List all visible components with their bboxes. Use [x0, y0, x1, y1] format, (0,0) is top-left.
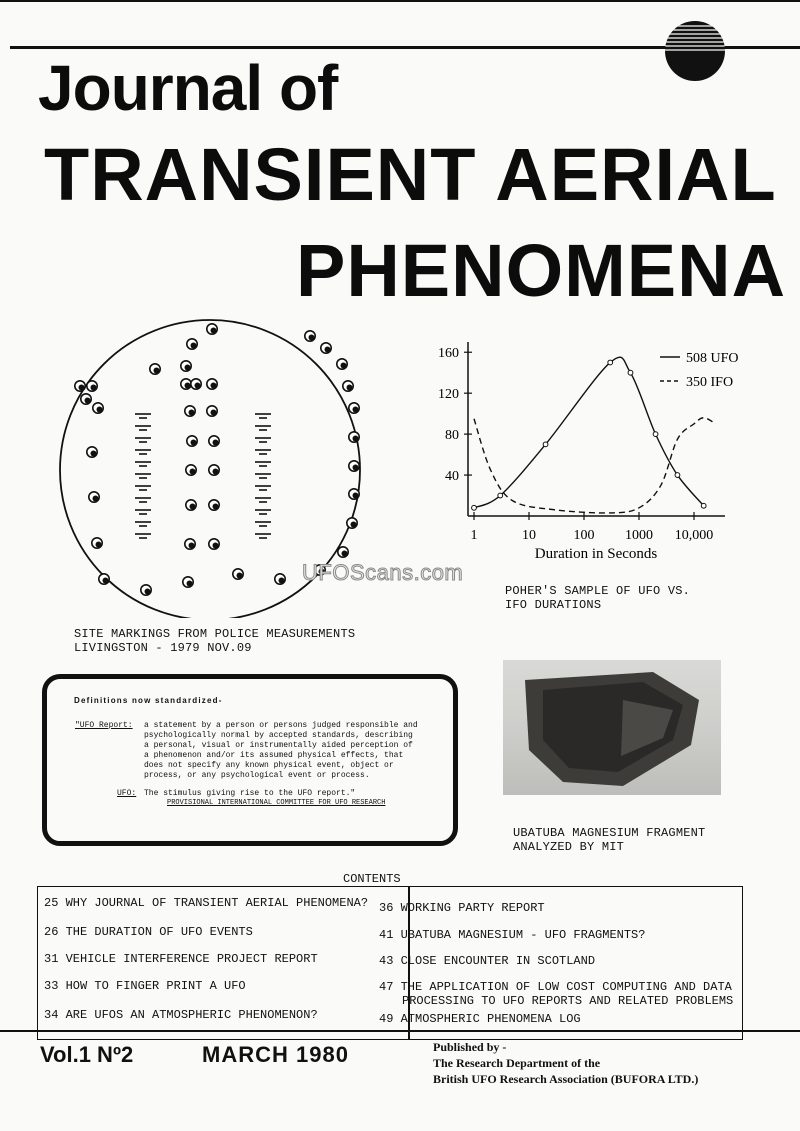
duration-chart [425, 330, 745, 570]
contents-item[interactable]: 47 THE APPLICATION OF LOW COST COMPUTING AND DATA [379, 980, 732, 994]
site-hole-shadow [213, 543, 219, 549]
y-tick-label: 40 [445, 469, 459, 485]
site-hole-shadow [97, 407, 103, 413]
fragment-image [503, 660, 721, 795]
ufo-data-point [701, 503, 706, 508]
volume-number: Vol.1 Nº2 [40, 1042, 134, 1067]
definition-line: process, or any psychological event or process. [144, 771, 370, 780]
ufo-data-point [543, 442, 548, 447]
ufo-data-point [653, 432, 658, 437]
definition-line: a personal, visual or instrumentally aided perception of [144, 741, 413, 750]
site-hole-shadow [91, 385, 97, 391]
contents-item-continuation: PROCESSING TO UFO REPORTS AND RELATED PROBLEMS [402, 994, 734, 1008]
site-hole-shadow [309, 335, 315, 341]
y-tick-label: 120 [438, 387, 459, 403]
watermark: UFOScans.com [302, 560, 464, 585]
site-hole-shadow [145, 589, 151, 595]
ufo-data-point [675, 473, 680, 478]
site-hole-shadow [93, 496, 99, 502]
site-hole-shadow [353, 436, 359, 442]
definition-line: a statement by a person or persons judged responsible and [144, 721, 418, 730]
site-hole-shadow [191, 440, 197, 446]
definition-line: does not specify any known physical event, object or [144, 761, 394, 770]
site-hole-shadow [103, 578, 109, 584]
contents-item[interactable]: 26 THE DURATION OF UFO EVENTS [44, 925, 253, 939]
site-hole-shadow [341, 363, 347, 369]
contents-item[interactable]: 49 ATMOSPHERIC PHENOMENA LOG [379, 1012, 581, 1026]
site-hole-shadow [353, 465, 359, 471]
site-hole-shadow [85, 398, 91, 404]
contents-heading: CONTENTS [343, 872, 401, 886]
chart-x-axis-label: Duration in Seconds [534, 546, 658, 562]
definitions-attribution: PROVISIONAL INTERNATIONAL COMMITTEE FOR UFO RESEARCH [167, 799, 386, 807]
site-hole-shadow [91, 451, 97, 457]
site-hole-shadow [190, 469, 196, 475]
site-hole-shadow [96, 542, 102, 548]
site-hole-shadow [211, 383, 217, 389]
contents-table [37, 886, 743, 1040]
contents-item[interactable]: 43 CLOSE ENCOUNTER IN SCOTLAND [379, 954, 596, 968]
site-hole-shadow [213, 469, 219, 475]
legend-ufo-label: 508 UFO [686, 351, 739, 366]
contents-item[interactable]: 25 WHY JOURNAL OF TRANSIENT AERIAL PHENOMENA? [44, 896, 369, 910]
contents-item[interactable]: 31 VEHICLE INTERFERENCE PROJECT REPORT [44, 952, 318, 966]
site-hole-shadow [325, 347, 331, 353]
site-hole-shadow [347, 385, 353, 391]
publisher-line-1: The Research Department of the [433, 1056, 601, 1070]
masthead-line-2: TRANSIENT AERIAL [44, 133, 777, 216]
bufora-logo-disc [664, 20, 726, 82]
x-tick-label: 100 [573, 528, 595, 543]
site-hole-shadow [237, 573, 243, 579]
ufo-data-point [628, 370, 633, 375]
ufo-report-definition [144, 721, 418, 781]
definitions-box [42, 674, 458, 846]
y-tick-label: 80 [445, 428, 459, 444]
footer-rule [0, 1030, 800, 1032]
site-caption-line-1: SITE MARKINGS FROM POLICE MEASUREMENTS [74, 627, 356, 641]
chart-caption-line-1: POHER'S SAMPLE OF UFO VS. [505, 584, 691, 598]
site-hole-shadow [154, 368, 160, 374]
contents-item[interactable]: 33 HOW TO FINGER PRINT A UFO [44, 979, 246, 993]
site-hole-shadow [195, 383, 201, 389]
ufo-term: UFO: [117, 789, 137, 798]
definition-line: psychologically normal by accepted standards, describing [144, 731, 413, 740]
ufo-report-term: "UFO Report: [75, 721, 133, 730]
definitions-heading: Definitions now standardized- [74, 696, 223, 705]
issue-date: MARCH 1980 [202, 1042, 349, 1067]
site-hole-shadow [353, 493, 359, 499]
publisher-line-2: British UFO Research Association (BUFORA LTD.) [433, 1072, 699, 1086]
photo-caption-line-1: UBATUBA MAGNESIUM FRAGMENT [513, 826, 706, 840]
site-hole-shadow [342, 551, 348, 557]
x-tick-label: 1000 [625, 528, 653, 543]
ufo-series-line [474, 357, 704, 508]
site-hole-shadow [187, 581, 193, 587]
site-hole-shadow [213, 504, 219, 510]
site-hole-shadow [211, 410, 217, 416]
site-hole-shadow [213, 440, 219, 446]
site-hole-shadow [189, 543, 195, 549]
site-hole-shadow [190, 504, 196, 510]
site-hole-shadow [191, 343, 197, 349]
site-hole-shadow [351, 522, 357, 528]
contents-item[interactable]: 34 ARE UFOS AN ATMOSPHERIC PHENOMENON? [44, 1008, 318, 1022]
ifo-series-line [474, 418, 716, 513]
site-hole-shadow [353, 407, 359, 413]
site-hole-shadow [211, 328, 217, 334]
site-caption-line-2: LIVINGSTON - 1979 NOV.09 [74, 641, 252, 655]
legend-ifo-label: 350 IFO [686, 375, 734, 390]
masthead-line-3: PHENOMENA [296, 229, 787, 312]
site-hole-shadow [79, 385, 85, 391]
photo-caption-line-2: ANALYZED BY MIT [513, 840, 625, 854]
definition-line: a phenomenon and/or its assumed physical effects, that [144, 751, 404, 760]
ubatuba-fragment-photo [503, 660, 721, 795]
contents-item[interactable]: 36 WORKING PARTY REPORT [379, 901, 545, 915]
y-tick-label: 160 [438, 346, 459, 362]
published-by: Published by - [433, 1040, 507, 1054]
ufo-definition: The stimulus giving rise to the UFO report." [144, 789, 356, 798]
x-tick-label: 1 [470, 528, 478, 543]
chart-caption-line-2: IFO DURATIONS [505, 598, 602, 612]
ufo-data-point [498, 493, 503, 498]
masthead-line-1: Journal of [38, 52, 338, 124]
site-hole-shadow [279, 578, 285, 584]
x-tick-label: 10 [522, 528, 536, 543]
ufo-data-point [472, 505, 477, 510]
x-tick-label: 10,000 [674, 528, 714, 543]
site-hole-shadow [185, 383, 191, 389]
site-hole-shadow [185, 365, 191, 371]
top-thin-rule [0, 0, 800, 2]
contents-item[interactable]: 41 UBATUBA MAGNESIUM - UFO FRAGMENTS? [379, 928, 646, 942]
ufo-data-point [608, 360, 613, 365]
site-hole-shadow [189, 410, 195, 416]
